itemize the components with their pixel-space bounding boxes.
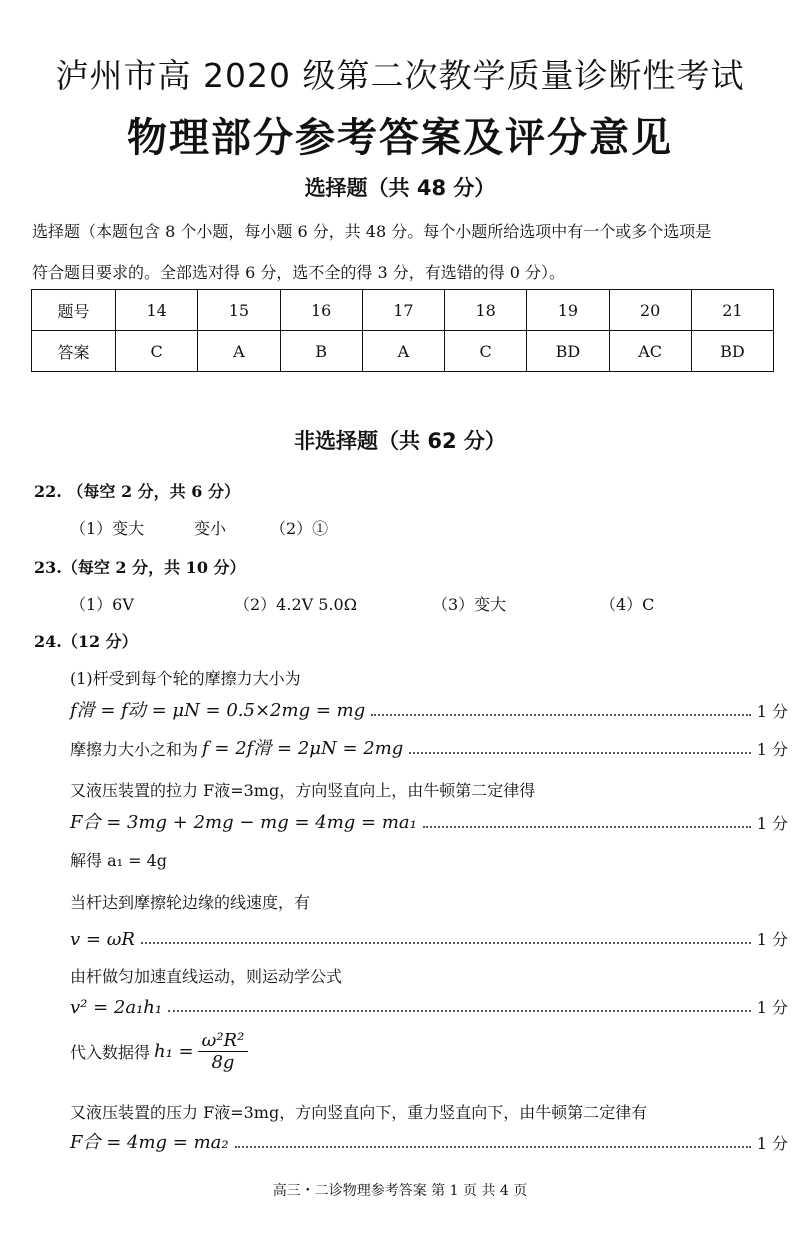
q24-line-4: 解得 a₁ = 4g: [70, 851, 168, 870]
table-cell: BD: [527, 331, 609, 372]
page-footer: 高三・二诊物理参考答案 第 1 页 共 4 页: [272, 1183, 528, 1199]
choice-description-line2: 符合题目要求的。全部选对得 6 分，选不全的得 3 分，有选错的得 0 分）。: [32, 263, 566, 282]
table-cell: B: [280, 331, 362, 372]
q24-line-8: 又液压装置的压力 F液=3mg，方向竖直向下，重力竖直向下，由牛顿第二定律有: [70, 1103, 648, 1122]
choice-description-line1: 选择题（本题包含 8 个小题，每小题 6 分，共 48 分。每个小题所给选项中有一个或多个选项是: [32, 222, 712, 241]
table-cell: AC: [609, 331, 691, 372]
fraction-numerator: ω²R²: [198, 1030, 249, 1052]
q24-line-7-text: 代入数据得: [70, 1043, 151, 1062]
score-point: 1 分: [756, 930, 788, 949]
leader-dots: [371, 714, 751, 716]
table-cell: 14: [116, 290, 198, 331]
q24-line-7: [70, 1030, 248, 1073]
q23-answer-1: （1）6V: [70, 595, 134, 614]
nonchoice-heading: 非选择题（共 62 分）: [294, 429, 506, 453]
score-point: 1 分: [756, 702, 788, 721]
table-label-number: 题号: [32, 290, 116, 331]
table-cell: 21: [691, 290, 773, 331]
q22-answer-2: 变小: [194, 519, 227, 538]
q24-equation-5: [70, 924, 788, 950]
table-row-answers: [32, 331, 774, 372]
q24-title: 24.（12 分）: [34, 632, 138, 651]
q22-title: 22. （每空 2 分，共 6 分）: [34, 482, 240, 501]
formula: F合 = 3mg + 2mg − mg = 4mg = ma₁: [70, 812, 417, 833]
leader-dots: [168, 1010, 751, 1012]
q24-line-2-text: 摩擦力大小之和为: [70, 740, 199, 759]
table-cell: A: [362, 331, 444, 372]
formula: F合 = 4mg = ma₂: [70, 1132, 229, 1153]
table-cell: 16: [280, 290, 362, 331]
score-point: 1 分: [756, 814, 788, 833]
table-cell: BD: [691, 331, 773, 372]
fraction-denominator: 8g: [211, 1052, 235, 1073]
q24-equation-3: [70, 808, 788, 834]
table-cell: 18: [445, 290, 527, 331]
formula: f = 2f滑 = 2μN = 2mg: [202, 738, 404, 759]
q24-equation-8: [70, 1128, 788, 1154]
q24-equation-6: [70, 992, 788, 1018]
score-point: 1 分: [756, 1134, 788, 1153]
leader-dots: [423, 826, 751, 828]
table-cell: 17: [362, 290, 444, 331]
table-cell: 20: [609, 290, 691, 331]
formula: v² = 2a₁h₁: [70, 997, 163, 1018]
leader-dots: [409, 752, 750, 754]
table-cell: 15: [198, 290, 280, 331]
q23-answer-3: （3）变大: [432, 595, 507, 614]
table-label-answer: 答案: [32, 331, 116, 372]
answer-title: 物理部分参考答案及评分意见: [127, 115, 673, 161]
q23-answer-2: （2）4.2V 5.0Ω: [234, 595, 357, 614]
q24-line-1: (1)杆受到每个轮的摩擦力大小为: [70, 669, 301, 688]
leader-dots: [235, 1146, 751, 1148]
exam-title: 泸州市高 2020 级第二次教学质量诊断性考试: [55, 56, 745, 95]
score-point: 1 分: [756, 740, 788, 759]
q23-answer-4: （4）C: [600, 595, 655, 614]
choice-heading: 选择题（共 48 分）: [304, 176, 496, 200]
fraction: [198, 1030, 249, 1073]
answer-table: [31, 289, 774, 372]
formula-lhs: h₁ =: [154, 1041, 194, 1062]
leader-dots: [141, 942, 751, 944]
table-cell: 19: [527, 290, 609, 331]
score-point: 1 分: [756, 998, 788, 1017]
formula: f滑 = f动 = μN = 0.5×2mg = mg: [70, 700, 366, 721]
table-row-numbers: [32, 290, 774, 331]
q24-equation-2: [70, 734, 788, 760]
q22-answer-1: （1）变大: [70, 519, 145, 538]
q24-line-5: 当杆达到摩擦轮边缘的线速度，有: [70, 893, 311, 912]
table-cell: C: [445, 331, 527, 372]
q22-answer-3: （2）①: [270, 519, 329, 538]
table-cell: C: [116, 331, 198, 372]
q24-equation-1: [70, 696, 788, 722]
q24-line-3: 又液压装置的拉力 F液=3mg，方向竖直向上，由牛顿第二定律得: [70, 781, 536, 800]
formula: v = ωR: [70, 929, 135, 950]
q24-line-6: 由杆做匀加速直线运动，则运动学公式: [70, 967, 343, 986]
q23-title: 23.（每空 2 分，共 10 分）: [34, 558, 246, 577]
table-cell: A: [198, 331, 280, 372]
